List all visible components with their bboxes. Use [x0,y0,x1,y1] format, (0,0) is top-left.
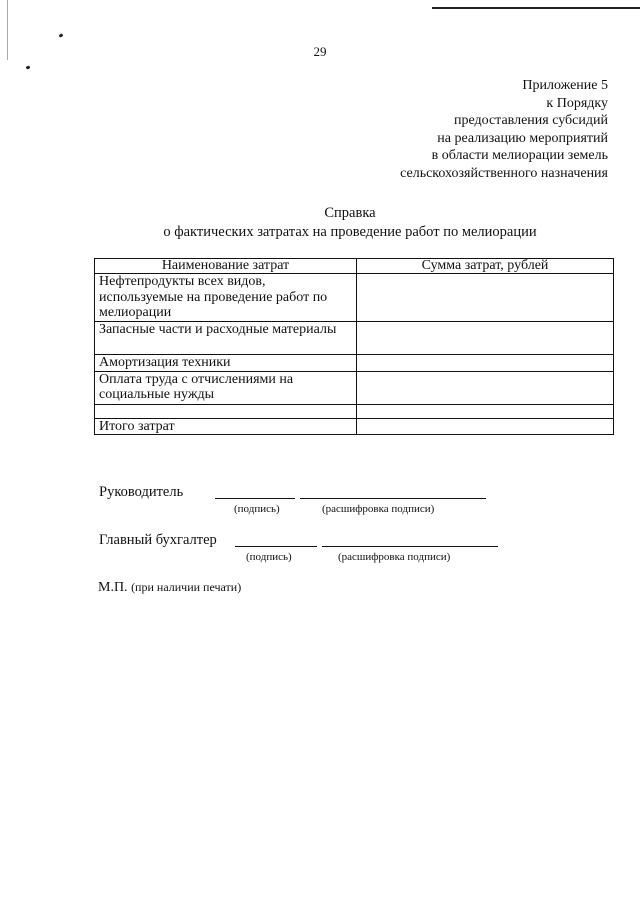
table-row [95,418,614,435]
table-row [95,274,614,322]
page-number: 29 [313,44,327,59]
head-decode-line[interactable] [300,498,486,499]
appendix-block [400,77,608,182]
total-name-cell: Итого затрат [95,418,357,435]
head-decode-caption: (расшифровка подписи) [322,503,435,515]
cost-amount-cell[interactable] [357,404,614,418]
accountant-signature-label: Главный бухгалтер [99,532,217,548]
accountant-decode-caption: (расшифровка подписи) [338,551,451,563]
appendix-line: сельскохозяйственного назначения [400,165,608,181]
appendix-line: в области мелиорации земель [431,148,608,163]
head-signature-label: Руководитель [99,484,184,500]
cost-amount-cell[interactable] [357,355,614,372]
cost-amount-cell[interactable] [357,322,614,355]
column-header-name: Наименование затрат [95,259,357,274]
column-header-amount: Сумма затрат, рублей [357,259,614,274]
document-subtitle: о фактических затратах на проведение работ по мелиорации [163,224,537,240]
accountant-sign-caption: (подпись) [246,551,292,563]
cost-amount-cell[interactable] [357,371,614,404]
appendix-line: предоставления субсидий [453,113,608,128]
table-row [95,355,614,372]
table-row [95,404,614,418]
table-row [95,322,614,355]
cost-name-cell: Нефтепродукты всех видов, используемые на проведение работ по мелиорации [95,274,357,322]
scan-edge-line [432,7,640,9]
stamp-note: (при наличии печати) [131,580,242,594]
scan-speck [26,65,31,69]
table-header-row [95,259,614,274]
cost-name-cell [95,404,357,418]
head-signature-line[interactable] [215,498,295,499]
stamp-label: М.П. [98,580,128,595]
stamp-place [98,580,241,596]
appendix-line: на реализацию мероприятий [437,130,608,146]
cost-name-cell: Запасные части и расходные материалы [95,322,357,355]
accountant-signature-line[interactable] [235,546,317,547]
cost-name-cell: Амортизация техники [95,355,357,372]
accountant-decode-line[interactable] [322,546,498,547]
head-sign-caption: (подпись) [234,503,280,515]
total-amount-cell[interactable] [357,418,614,435]
appendix-line: к Порядку [546,95,608,111]
appendix-line: Приложение 5 [522,78,608,93]
table-row [95,371,614,404]
scan-speck [59,33,64,38]
cost-amount-cell[interactable] [357,274,614,322]
costs-table [94,258,614,435]
cost-name-cell: Оплата труда с отчислениями на социальные нужды [95,371,357,404]
document-title: Справка [324,205,376,221]
